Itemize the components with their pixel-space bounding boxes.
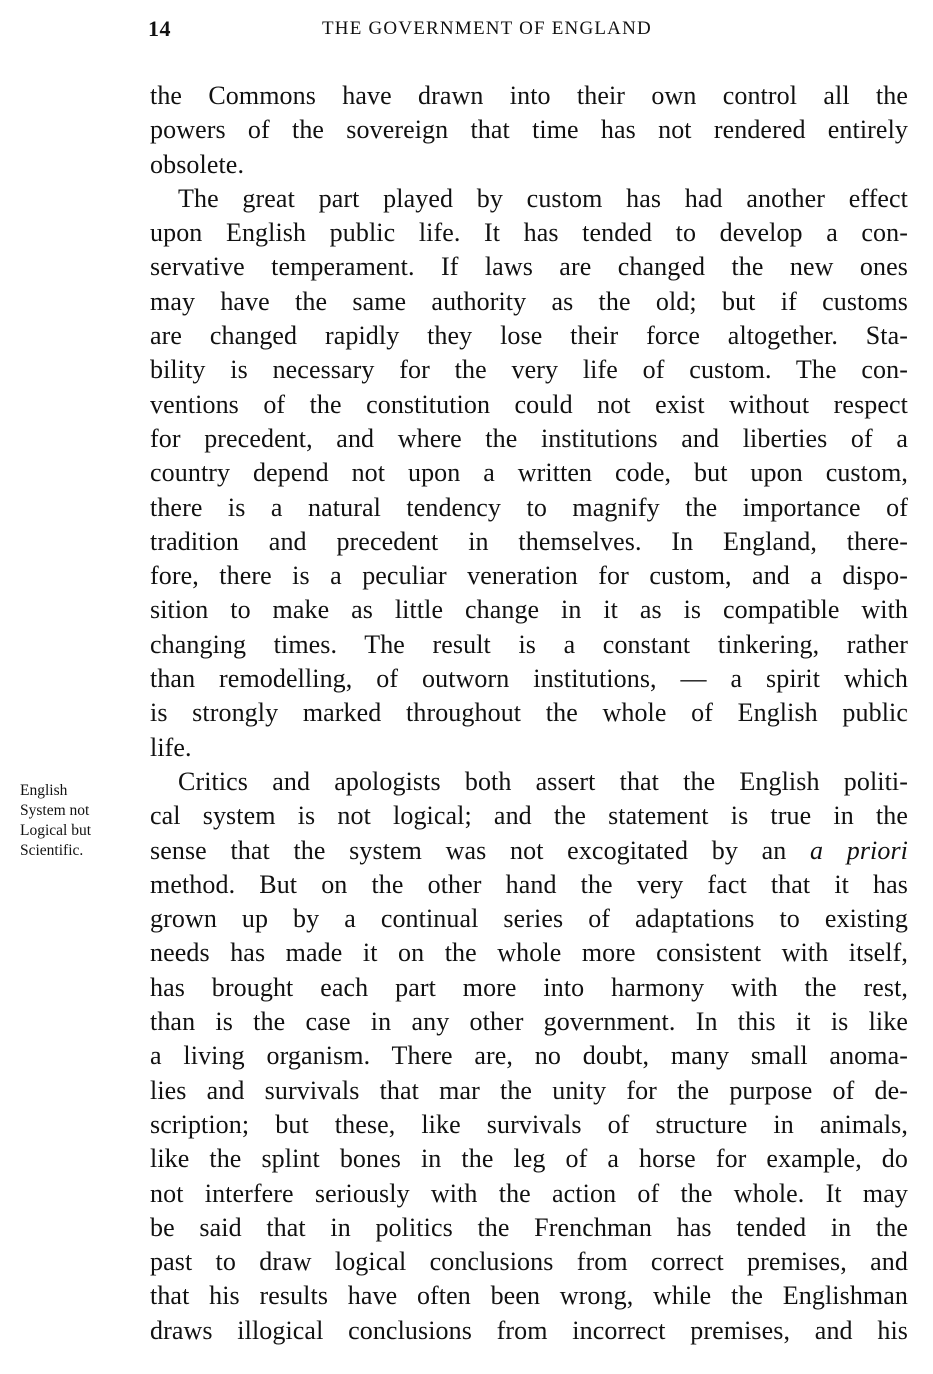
paragraph-first-line: Critics and apologists both assert that the English politi- <box>178 766 908 796</box>
running-title: THE GOVERNMENT OF ENGLAND <box>322 18 652 39</box>
running-head <box>148 16 908 46</box>
body-text <box>150 79 908 1348</box>
text-line: past to draw logical conclusions from correct premises, and <box>150 1247 908 1277</box>
text-line: powers of the sovereign that time has not rendered entirely <box>150 115 908 145</box>
margin-note <box>20 781 140 861</box>
text-line: draws illogical conclusions from incorrect premises, and his <box>150 1315 908 1345</box>
text-line: like the splint bones in the leg of a horse for example, do <box>150 1144 908 1174</box>
emphasis-a-priori: a priori <box>809 835 909 865</box>
page-number: 14 <box>148 16 171 41</box>
text-line: country depend not upon a written code, but upon custom, <box>150 458 908 488</box>
text-line: than remodelling, of outworn institutions, — a spirit which <box>150 664 908 694</box>
text-line: sition to make as little change in it as is compatible with <box>150 595 908 625</box>
text-line: has brought each part more into harmony with the rest, <box>150 972 908 1002</box>
text-line: the Commons have drawn into their own control all the <box>150 81 908 110</box>
paragraph-first-line: The great part played by custom has had another effect <box>178 183 908 213</box>
text-line: be said that in politics the Frenchman has tended in the <box>150 1212 908 1242</box>
margin-note-line: Logical but <box>20 822 92 839</box>
text-line: servative temperament. If laws are changed the new ones <box>150 252 908 282</box>
text-line: needs has made it on the whole more consistent with itself, <box>150 938 908 968</box>
text-line: bility is necessary for the very life of custom. The con- <box>150 355 908 385</box>
text-line-with-emphasis <box>150 834 908 868</box>
margin-note-line: Scientific. <box>20 842 84 859</box>
text-line: cal system is not logical; and the statement is true in the <box>150 801 908 831</box>
text-line: a living organism. There are, no doubt, many small anoma- <box>150 1041 908 1071</box>
text-line: there is a natural tendency to magnify the importance of <box>150 492 908 522</box>
text-line: tradition and precedent in themselves. In England, there- <box>150 526 908 556</box>
text-line: may have the same authority as the old; but if customs <box>150 286 908 316</box>
text-line: is strongly marked throughout the whole of English public <box>150 698 908 728</box>
text-line: than is the case in any other government. In this it is like <box>150 1007 908 1037</box>
text-line: fore, there is a peculiar veneration for custom, and a dispo- <box>150 561 908 591</box>
text-line: not interfere seriously with the action of the whole. It may <box>150 1178 908 1208</box>
text-line: upon English public life. It has tended to develop a con- <box>150 218 908 248</box>
text-line: lies and survivals that mar the unity for the purpose of de- <box>150 1075 908 1105</box>
text-line: ventions of the constitution could not exist without respect <box>150 389 908 419</box>
margin-note-line: English <box>20 782 68 799</box>
text-segment: sense that the system was not excogitated by an <box>150 835 810 865</box>
text-line: life. <box>150 732 192 762</box>
text-line: for precedent, and where the institutions and liberties of a <box>150 423 908 453</box>
text-line: obsolete. <box>150 149 245 179</box>
text-line: that his results have often been wrong, while the Englishman <box>150 1281 908 1311</box>
text-line: grown up by a continual series of adaptations to existing <box>150 904 908 934</box>
text-line: changing times. The result is a constant tinkering, rather <box>150 629 908 659</box>
text-line: method. But on the other hand the very fact that it has <box>150 869 908 899</box>
text-line: scription; but these, like survivals of structure in animals, <box>150 1109 908 1139</box>
text-line: are changed rapidly they lose their force altogether. Sta- <box>150 321 908 351</box>
margin-note-line: System not <box>20 802 90 819</box>
